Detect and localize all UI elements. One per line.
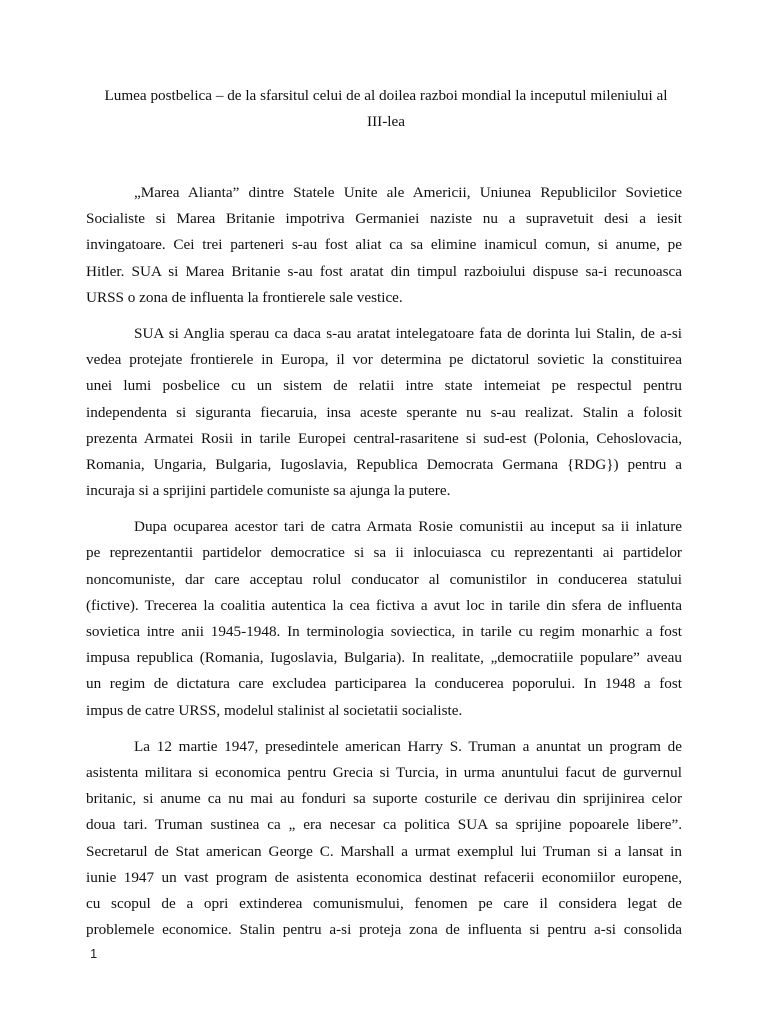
paragraph-line: La 12 martie 1947, presedintele american Harry S. Truman a anuntat un program de <box>134 737 682 755</box>
paragraph-line: sovietica intre anii 1945-1948. In terminologia soviectica, in tarile cu regim monarhic a fost <box>86 623 682 640</box>
paragraph-line: unei lumi posbelice cu un sistem de relatii intre state intemeiat pe respectul pentru <box>86 377 682 395</box>
paragraph-3 <box>86 514 682 724</box>
paragraph-line: pe reprezentantii partidelor democratice si sa ii inlocuiasca cu reprezentanti ai partidelor <box>86 544 682 562</box>
paragraph-1 <box>86 180 682 311</box>
title-line-1: Lumea postbelica – de la sfarsitul celui de al doilea razboi mondial la inceputul mileniului al <box>104 87 668 104</box>
paragraph-line: iunie 1947 un vast program de asistenta economica destinat refacerii economiilor europene, <box>86 868 682 886</box>
paragraph-line: (fictive). Trecerea la coalitia autentica la cea fictiva a avut loc in tarile din sfera de influenta <box>86 596 682 614</box>
paragraph-line: Romania, Ungaria, Bulgaria, Iugoslavia, Republica Democrata Germana {RDG}) pentru a <box>86 455 682 473</box>
document-title <box>86 83 686 135</box>
paragraph-line: impusa republica (Romania, Iugoslavia, Bulgaria). In realitate, „democratiile populare” aveau <box>86 649 682 667</box>
paragraph-line: doua tari. Truman sustinea ca „ era necesar ca politica SUA sa sprijine popoarele libere”. <box>86 816 682 834</box>
paragraph-line: invingatoare. Cei trei parteneri s-au fost aliat ca sa elimine inamicul comun, si anume, pe <box>86 236 682 254</box>
paragraph-line: asistenta militara si economica pentru Grecia si Turcia, in urma anuntului facut de gurvernul <box>86 763 682 781</box>
paragraph-line: „Marea Alianta” dintre Statele Unite ale Americii, Uniunea Republicilor Sovietice <box>134 184 682 201</box>
paragraph-line: problemele economice. Stalin pentru a-si proteja zona de influenta si pentru a-si consolida <box>86 921 682 939</box>
document-body <box>86 180 682 953</box>
paragraph-line: cu scopul de a opri extinderea comunismului, fenomen pe care il considera legat de <box>86 894 682 912</box>
paragraph-line: independenta si siguranta fiecaruia, insa aceste sperante nu s-au realizat. Stalin a folosit <box>86 403 682 421</box>
paragraph-line: prezenta Armatei Rosii in tarile Europei central-rasaritene si sud-est (Polonia, Cehoslovacia, <box>86 429 682 447</box>
paragraph-line: vedea protejate frontierele in Europa, il vor determina pe dictatorul sovietic la constituirea <box>86 351 682 369</box>
paragraph-line: SUA si Anglia sperau ca daca s-au aratat intelegatoare fata de dorinta lui Stalin, de a-si <box>134 324 682 342</box>
paragraph-line: URSS o zona de influenta la frontierele sale vestice. <box>86 288 403 306</box>
paragraph-line: impus de catre URSS, modelul stalinist al societatii socialiste. <box>86 701 463 719</box>
paragraph-line: Hitler. SUA si Marea Britanie s-au fost aratat din timpul razboiului dispuse sa-i recunoasca <box>86 262 682 280</box>
paragraph-line: incuraja si a sprijini partidele comuniste sa ajunga la putere. <box>86 482 451 500</box>
paragraph-line: un regim de dictatura care excludea participarea la conducerea poporului. In 1948 a fost <box>86 675 682 693</box>
paragraph-2 <box>86 321 682 504</box>
paragraph-line: Dupa ocuparea acestor tari de catra Armata Rosie comunistii au inceput sa ii inlature <box>134 518 682 536</box>
paragraph-line: Socialiste si Marea Britanie impotriva Germaniei naziste nu a supravetuit desi a iesit <box>86 210 682 228</box>
paragraph-4 <box>86 734 682 944</box>
paragraph-line: britanic, si anume ca nu mai au fonduri sa suporte costurile ce derivau din sprijinirea celor <box>86 790 682 808</box>
title-line-2: III-lea <box>367 113 405 130</box>
paragraph-line: Secretarul de Stat american George C. Marshall a urmat exemplul lui Truman si a lansat in <box>86 842 682 860</box>
page-number: 1 <box>90 946 98 961</box>
paragraph-line: noncomuniste, dar care acceptau rolul conducator al comunistilor in conducerea statului <box>86 570 682 588</box>
